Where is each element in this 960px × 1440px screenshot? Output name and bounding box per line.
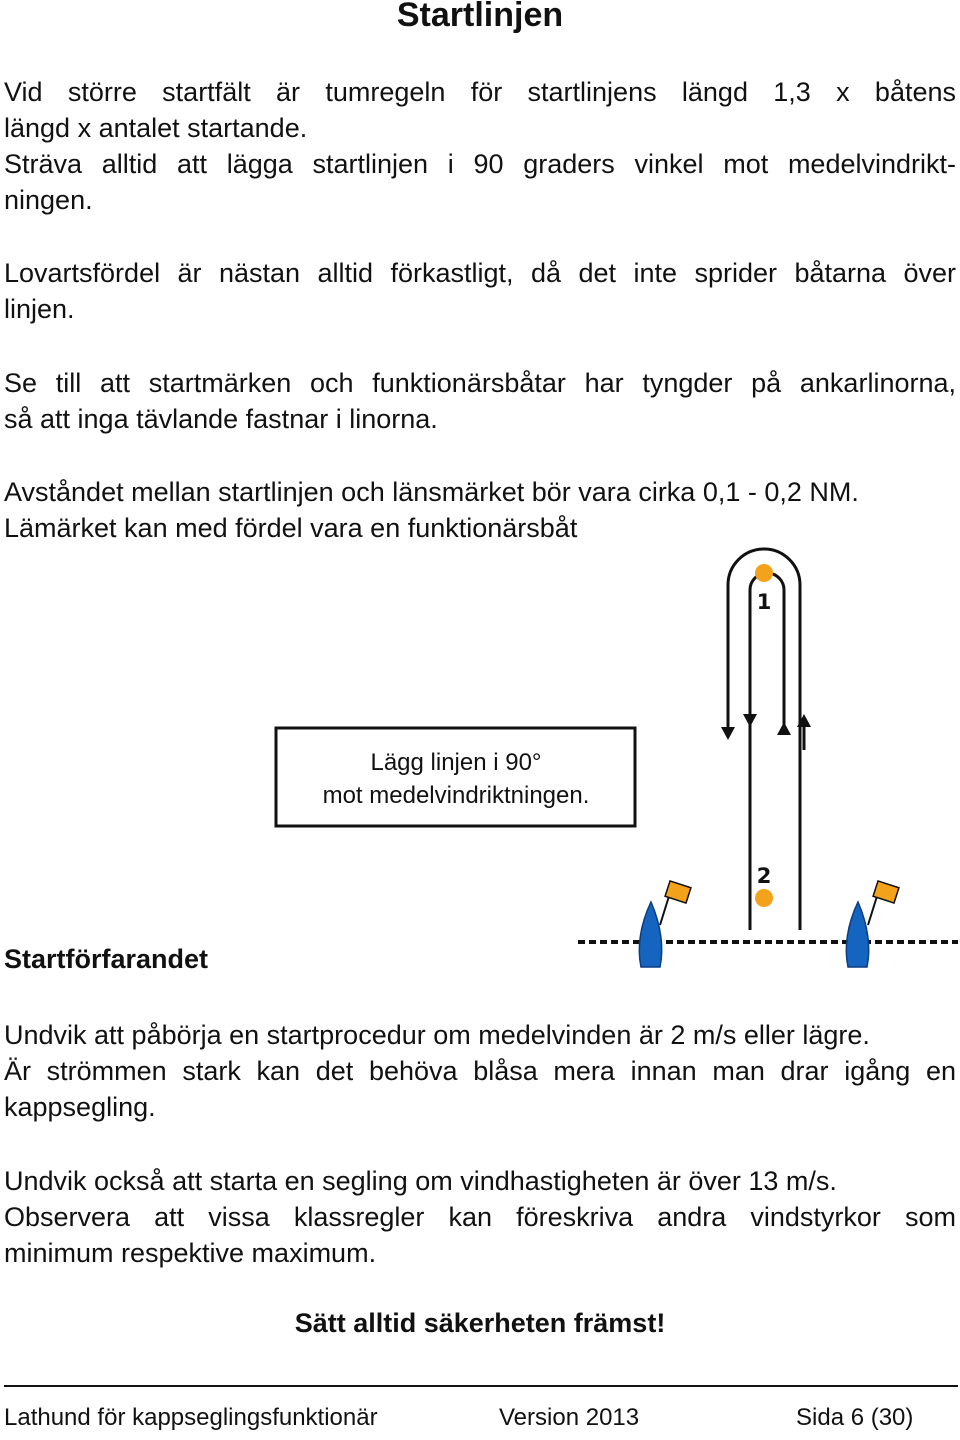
wind-high-line: minimum respektive maximum. <box>4 1238 377 1268</box>
boat-right-icon <box>846 902 868 967</box>
marks-line: Se till att startmärken och funktionärsbåtar har tyngder på ankarlinorna, <box>4 368 956 398</box>
lovart-line: Lovartsfördel är nästan alltid förkastligt, då det inte sprider båtarna över <box>4 258 956 288</box>
wind-low-paragraph <box>4 1017 956 1125</box>
wind-high-paragraph <box>4 1163 956 1271</box>
wind-low-line: Är strömmen stark kan det behöva blåsa mera innan man drar igång en <box>4 1056 956 1086</box>
distance-line: Avståndet mellan startlinjen och länsmärket bör vara cirka 0,1 - 0,2 NM. <box>4 477 859 507</box>
instruction-box <box>276 728 635 826</box>
instruction-line-2: mot medelvindriktningen. <box>322 782 590 809</box>
arrow-up-icon <box>777 722 791 735</box>
lovart-line: linjen. <box>4 294 75 324</box>
footer-divider <box>4 1385 958 1387</box>
page-title: Startlinjen <box>396 0 564 34</box>
wind-high-line: Observera att vissa klassregler kan föreskriva andra vindstyrkor som <box>4 1202 956 1232</box>
mark-1-label: 1 <box>756 590 772 614</box>
footer-document-title: Lathund för kappseglingsfunktionär <box>4 1404 378 1431</box>
section-heading: Startförfarandet <box>4 944 209 974</box>
instruction-line-1: Lägg linjen i 90° <box>370 749 542 776</box>
intro-line: Sträva alltid att lägga startlinjen i 90 graders vinkel mot medelvindrikt- <box>4 149 956 179</box>
mark-2-label: 2 <box>756 864 772 888</box>
intro-line: ningen. <box>4 185 93 215</box>
intro-line: längd x antalet startande. <box>4 113 308 143</box>
wind-high-line: Undvik också att starta en segling om vindhastigheten är över 13 m/s. <box>4 1166 837 1196</box>
boat-left-icon <box>639 902 661 967</box>
mark-2-buoy <box>755 889 773 907</box>
safety-emphasis: Sätt alltid säkerheten främst! <box>294 1308 666 1338</box>
distance-line: Lämärket kan med fördel vara en funktionärsbåt <box>4 513 578 543</box>
intro-line: Vid större startfält är tumregeln för startlinjens längd 1,3 x båtens <box>4 77 956 107</box>
mark-1-buoy <box>755 564 773 582</box>
marks-line: så att inga tävlande fastnar i linorna. <box>4 404 438 434</box>
committee-boat-left <box>639 881 691 967</box>
committee-boat-right <box>846 881 899 967</box>
arrow-down-icon <box>721 727 735 740</box>
arrow-down-icon <box>743 714 757 727</box>
wind-low-line: Undvik att påbörja en startprocedur om medelvinden är 2 m/s eller lägre. <box>4 1020 870 1050</box>
footer-version: Version 2013 <box>499 1404 640 1431</box>
wind-low-line: kappsegling. <box>4 1092 156 1122</box>
footer-page-number: Sida 6 (30) <box>796 1404 914 1431</box>
